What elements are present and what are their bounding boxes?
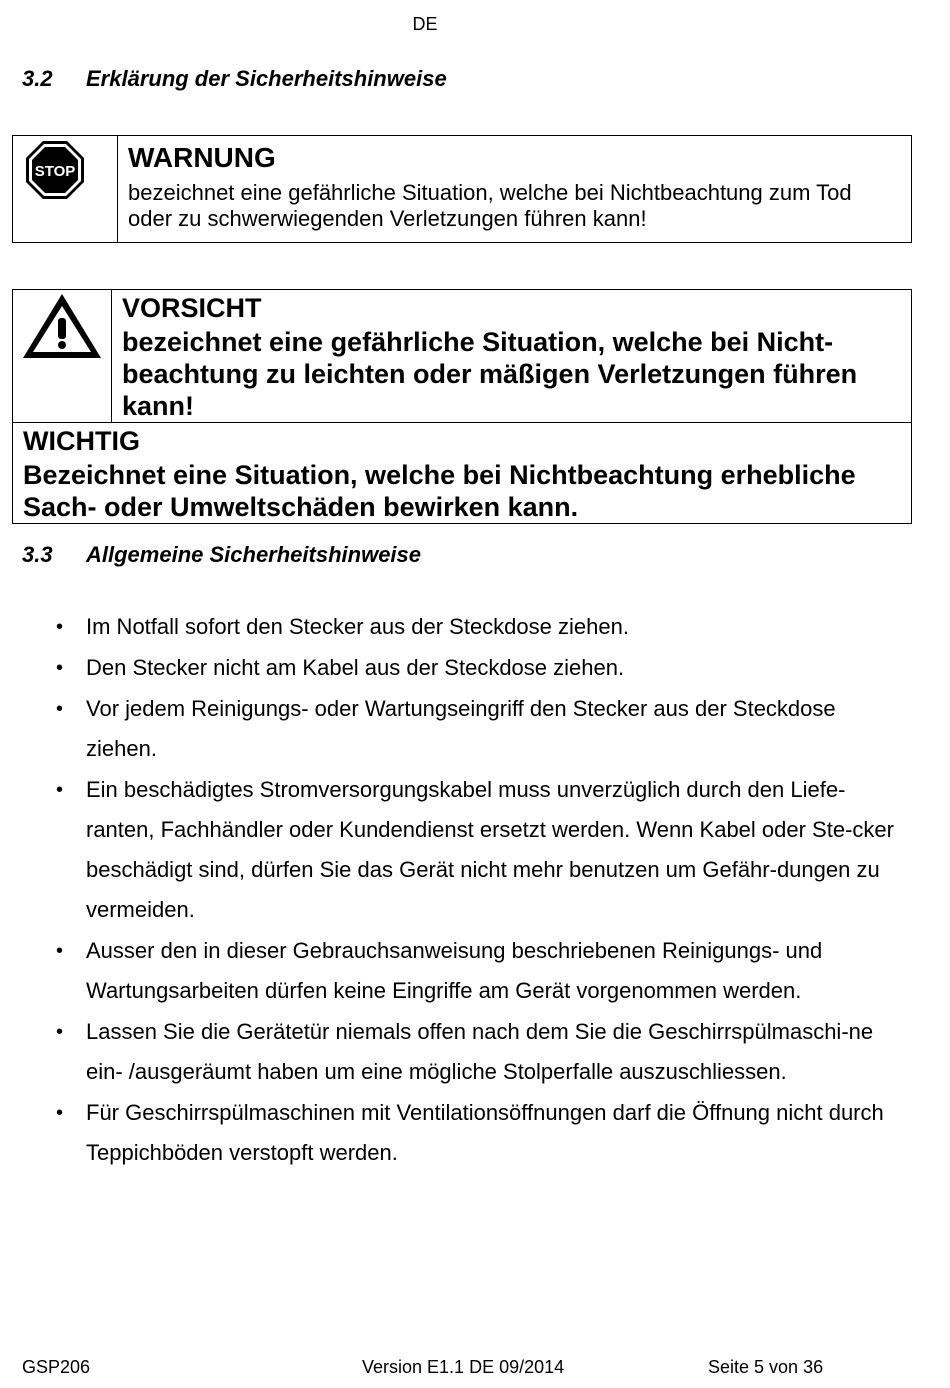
list-item-text: Den Stecker nicht am Kabel aus der Steckdose ziehen. — [86, 655, 625, 680]
important-title: WICHTIG — [23, 426, 140, 456]
list-item-text: Lassen Sie die Gerätetür niemals offen nach dem Sie die Geschirrspülmaschi-ne ein- /ausgeräumt haben um eine mögliche Stolperfalle auszuschliessen. — [86, 1019, 874, 1084]
bullet-icon: • — [56, 940, 64, 962]
list-item — [50, 607, 910, 647]
stop-sign-label: STOP — [34, 163, 76, 180]
list-item — [50, 770, 910, 930]
stop-sign-icon — [13, 136, 117, 206]
warning-icon-cell — [13, 136, 118, 243]
section-number: 3.2 — [22, 66, 53, 91]
caution-title: VORSICHT — [122, 293, 262, 323]
safety-instructions-list — [50, 607, 910, 1174]
important-text: Bezeichnet eine Situation, welche bei Nichtbeachtung erhebliche Sach- oder Umweltschäden bewirken kann. — [23, 460, 856, 522]
warning-triangle-icon — [13, 290, 111, 370]
footer-version: Version E1.1 DE 09/2014 — [362, 1357, 565, 1377]
list-item — [50, 1093, 910, 1173]
footer-model: GSP206 — [22, 1357, 91, 1377]
bullet-icon: • — [56, 1021, 64, 1043]
language-label: DE — [412, 14, 438, 34]
bullet-icon: • — [56, 779, 64, 801]
section-title: Allgemeine Sicherheitshinweise — [86, 542, 422, 567]
important-cell — [13, 423, 912, 524]
list-item — [50, 1012, 910, 1092]
footer-page-number: Seite 5 von 36 — [708, 1357, 824, 1377]
section-number: 3.3 — [22, 542, 53, 567]
list-item-text: Für Geschirrspülmaschinen mit Ventilationsöffnungen darf die Öffnung nicht durch Teppichböden verstopft werden. — [86, 1100, 884, 1165]
caution-icon-cell — [13, 290, 112, 423]
list-item — [50, 931, 910, 1011]
caution-box — [12, 289, 912, 524]
list-item-text: Vor jedem Reinigungs- oder Wartungseingriff den Stecker aus der Steckdose ziehen. — [86, 696, 836, 761]
list-item-text: Ein beschädigtes Stromversorgungskabel muss unverzüglich durch den Liefe-ranten, Fachhändler oder Kundendienst ersetzt werden. Wenn Kabel oder Ste-cker beschädigt sind, dürfen Sie das Gerät nicht mehr benutzen um Gefähr-dungen zu vermeiden. — [86, 777, 894, 922]
list-item-text: Im Notfall sofort den Stecker aus der Steckdose ziehen. — [86, 614, 629, 639]
bullet-icon: • — [56, 657, 64, 679]
caution-text: bezeichnet eine gefährliche Situation, welche bei Nicht-beachtung zu leichten oder mäßigen Verletzungen führen kann! — [122, 327, 858, 421]
warning-text: bezeichnet eine gefährliche Situation, welche bei Nichtbeachtung zum Tod oder zu schwerwiegenden Verletzungen führen kann! — [128, 180, 852, 231]
warning-title: WARNUNG — [128, 142, 276, 173]
warning-content-cell — [118, 136, 912, 243]
section-title: Erklärung der Sicherheitshinweise — [86, 66, 447, 91]
list-item-text: Ausser den in dieser Gebrauchsanweisung beschriebenen Reinigungs- und Wartungsarbeiten dürfen keine Eingriffe am Gerät vorgenommen werden. — [86, 938, 823, 1003]
list-item — [50, 689, 910, 769]
caution-content-cell — [112, 290, 912, 423]
bullet-icon: • — [56, 698, 64, 720]
warning-box — [12, 135, 912, 243]
list-item — [50, 648, 910, 688]
bullet-icon: • — [56, 616, 64, 638]
bullet-icon: • — [56, 1102, 64, 1124]
